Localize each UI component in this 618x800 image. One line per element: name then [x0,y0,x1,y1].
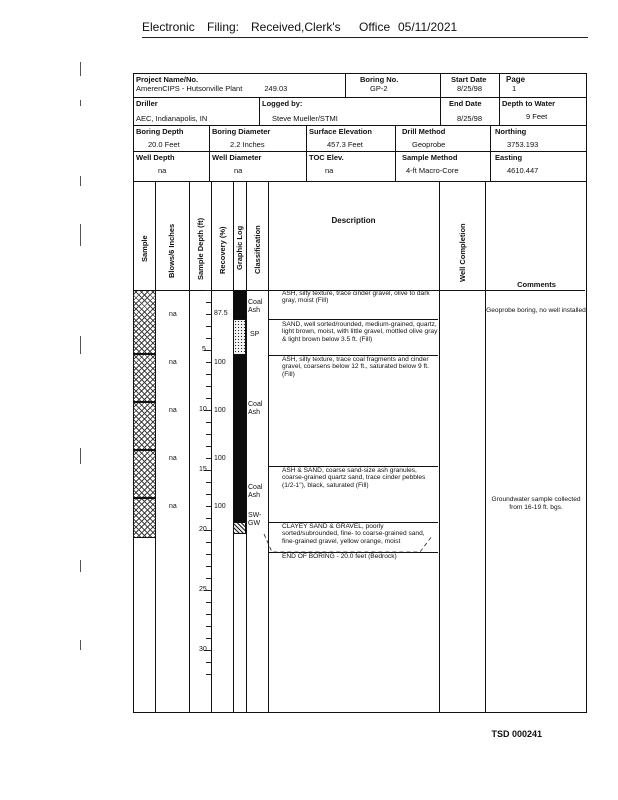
classification: GW [248,520,261,527]
northing-value: 3753.193 [507,140,539,149]
description-text: SAND, well sorted/rounded, medium-grained, quartz, light brown, moist, with little gravel, mottled olive gray & light brown below 3.5 ft. (Fill) [282,321,438,343]
depth-tick [206,458,211,459]
depth-tick [206,422,211,423]
recovery-value: 87.5 [214,310,228,317]
project-no: 249.03 [264,84,288,93]
depth-tick [206,506,211,507]
depth-tick [206,662,211,663]
depth-tick [206,638,211,639]
col-recovery-label: Recovery (%) [218,226,227,274]
driller-cell [134,98,260,126]
classification: SW- [248,512,262,519]
classification: Ash [248,307,261,314]
blows-value: na [169,359,177,366]
col-sample-label: Sample [140,235,149,262]
well-depth-label: Well Depth [136,153,175,162]
boring-diameter-value: 2.2 Inches [230,140,265,149]
recovery-value: 100 [214,407,226,414]
depth-label: 5 [202,346,206,353]
blows-value: na [169,407,177,414]
filing-electronic: Electronic [142,20,195,34]
layer-boundary [268,319,438,320]
depth-tick [206,446,211,447]
sample-interval [134,402,155,450]
recovery-value: 100 [214,359,226,366]
depth-water-value: 9 Feet [526,112,548,121]
col-line [485,182,486,712]
boring-depth-cell [134,126,210,152]
depth-tick [206,566,211,567]
depth-tick [206,374,211,375]
sample-method-cell [396,152,491,182]
depth-tick [206,338,211,339]
page-label: Page [506,75,526,84]
filing-office: Office [359,20,391,34]
toc-elev-value: na [325,166,334,175]
easting-label: Easting [495,153,523,162]
end-of-boring: END OF BORING - 20.0 feet (Bedrock) [282,553,397,560]
col-line [211,182,212,712]
filing-date: 05/11/2021 [398,20,458,34]
classification: Ash [248,409,261,416]
logged-by-value: Steve Mueller/STMI [272,114,338,123]
drill-method-cell [396,126,491,152]
sample-interval [134,498,155,538]
driller-label: Driller [136,99,158,108]
filing-rule [142,37,588,38]
drill-method-value: Geoprobe [412,140,446,149]
depth-tick [206,386,211,387]
start-date-label: Start Date [451,75,487,84]
col-line [155,182,156,712]
filing-received: Received,Clerk's [251,20,341,34]
depth-tick [206,578,211,579]
classification: Coal [248,299,263,306]
depth-tick [206,554,211,555]
depth-tick [206,314,211,315]
boring-depth-label: Boring Depth [136,127,184,136]
depth-tick [206,542,211,543]
col-well-completion-label: Well Completion [458,223,467,282]
depth-tick [206,494,211,495]
depth-tick [206,602,211,603]
easting-cell [491,152,586,182]
easting-value: 4610.447 [507,166,539,175]
col-line [246,182,247,712]
end-date-cell [441,98,500,126]
sample-interval [134,354,155,402]
depth-label: 15 [199,466,207,473]
classification: SP [250,331,260,338]
well-diameter-label: Well Diameter [212,153,262,162]
sample-interval [134,290,155,354]
depth-label: 20 [199,526,207,533]
depth-tick [206,518,211,519]
boring-no-value: GP-2 [370,84,388,93]
boring-log-sheet [133,73,587,713]
classification: Coal [248,484,263,491]
boring-no-cell [346,74,441,98]
graphic-log-ash [233,355,246,522]
bedrock-contact-line [260,532,440,556]
classification: Coal [248,401,263,408]
project-name: AmerenCIPS - Hutsonville Plant [136,84,243,93]
description-text: CLAYEY SAND & GRAVEL, poorly sorted/subrounded, fine- to coarse-grained sand, fine-grained gravel, yellow orange, moist [282,523,425,545]
depth-water-label: Depth to Water [502,99,556,108]
toc-elev-label: TOC Elev. [309,153,344,162]
surface-elev-cell [307,126,396,152]
depth-tick [206,482,211,483]
well-depth-value: na [158,166,167,175]
sample-method-value: 4-ft Macro-Core [406,166,459,175]
end-date-label: End Date [449,99,482,108]
recovery-value: 100 [214,455,226,462]
logged-by-cell [260,98,441,126]
col-line [439,182,440,712]
depth-label: 10 [199,406,207,413]
filing-stamp [0,0,618,40]
driller-value: AEC, Indianapolis, IN [136,114,208,123]
depth-label: 25 [199,586,207,593]
surface-elev-value: 457.3 Feet [327,140,363,149]
graphic-log-gravel [233,522,246,534]
classification: Ash [248,492,261,499]
col-blows-label: Blows/6 Inches [167,223,176,278]
end-date-value: 8/25/98 [457,114,483,123]
col-comments-label: Comments [517,280,556,289]
well-diameter-cell [210,152,307,182]
depth-water-cell [500,98,586,126]
depth-tick [206,626,211,627]
logged-by-label: Logged by: [262,99,303,108]
well-depth-cell [134,152,210,182]
sample-method-label: Sample Method [402,153,458,162]
recovery-value: 100 [214,503,226,510]
toc-elev-cell [307,152,396,182]
drill-method-label: Drill Method [402,127,446,136]
depth-tick [206,614,211,615]
boring-depth-value: 20.0 Feet [148,140,180,149]
boring-diameter-label: Boring Diameter [212,127,271,136]
page-cell [500,74,586,98]
description-text: ASH, silty texture, trace coal fragments and cinder gravel, coarsens below 12 ft., saturated below 9 ft. (Fill) [282,356,429,378]
depth-tick [206,398,211,399]
project-label: Project Name/No. [136,75,199,84]
surface-elev-label: Surface Elevation [309,127,372,136]
northing-cell [491,126,586,152]
depth-tick [206,674,211,675]
blows-value: na [169,311,177,318]
col-classification-label: Classification [253,225,262,274]
col-description-label: Description [331,216,376,225]
blows-value: na [169,455,177,462]
col-sample-depth-label: Sample Depth (ft) [196,217,205,280]
graphic-log-sand [233,319,246,355]
blows-value: na [169,503,177,510]
boring-no-label: Boring No. [360,75,399,84]
description-text: ASH & SAND, coarse sand-size ash granules, coarse-grained quartz sand, trace cinder pebbles (1/2-1"), black, saturated (Fill) [282,467,426,489]
start-date-cell [441,74,500,98]
tsd-number: TSD 000241 [491,729,542,739]
col-line [189,182,190,712]
comment-text: Groundwater sample collected from 16-19 ft. bgs. [491,496,581,511]
project-cell [134,74,346,98]
depth-tick [206,434,211,435]
page-value: 1 [512,84,517,93]
depth-tick [206,302,211,303]
depth-tick [206,362,211,363]
sample-interval [134,450,155,498]
col-graphic-log-label: Graphic Log [235,225,244,270]
depth-tick [204,290,211,291]
start-date-value: 8/25/98 [457,84,483,93]
filing-word: Filing: [207,20,240,34]
col-line [268,182,269,712]
depth-label: 30 [199,646,207,653]
northing-label: Northing [495,127,527,136]
description-text: ASH, silty texture, trace cinder gravel, olive to dark gray, moist (Fill) [282,290,430,305]
depth-tick [206,326,211,327]
comment-text: Geoprobe boring, no well installed [486,307,586,314]
graphic-log-ash [233,290,246,319]
well-diameter-value: na [234,166,243,175]
boring-diameter-cell [210,126,307,152]
